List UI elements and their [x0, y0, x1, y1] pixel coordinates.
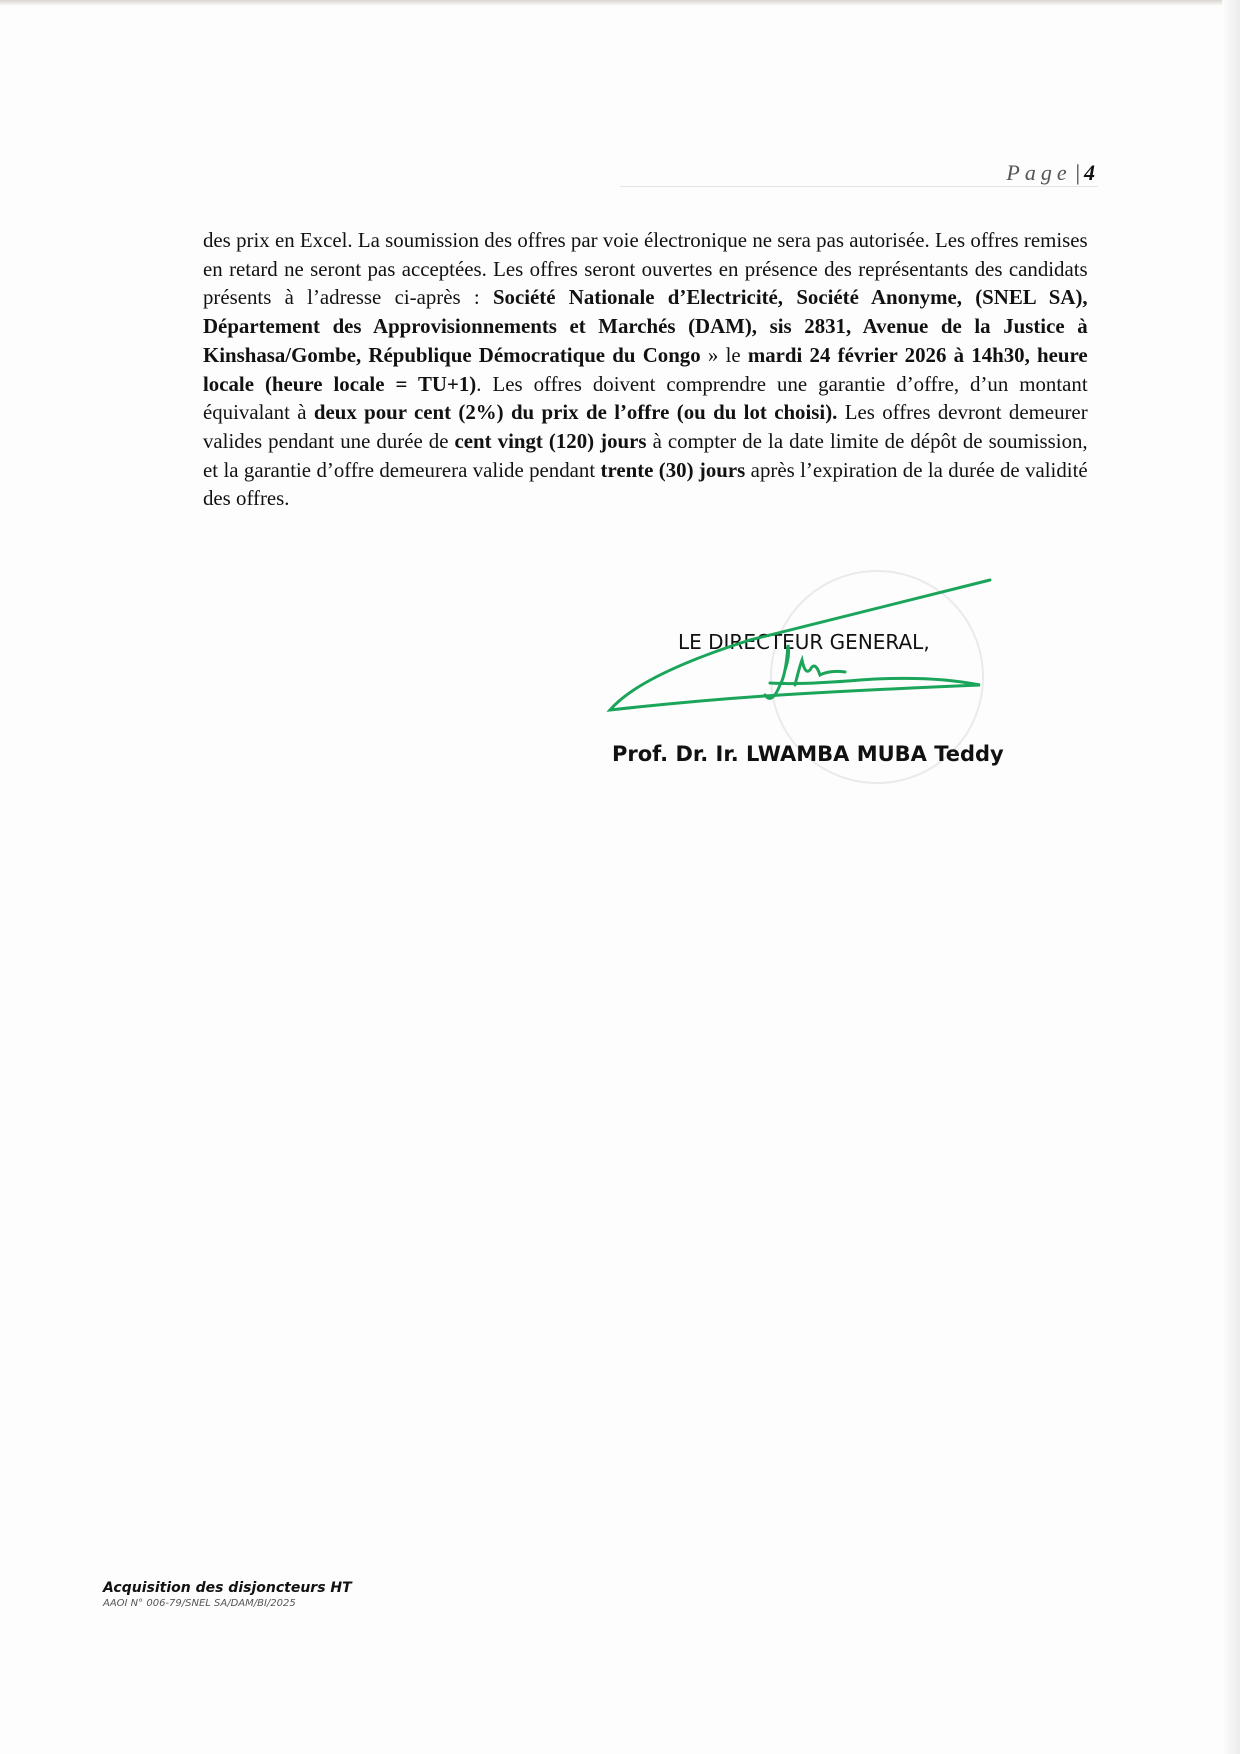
page-number: 4	[1084, 160, 1095, 185]
body-paragraph	[203, 226, 1088, 513]
address-bold: Société Nationale d’Electricité, Société Anonyme, (SNEL SA), Département des Approvisionnements et Marchés (DAM), sis 2831, Avenue de la Justice à Kinshasa/Gombe, République Démocratique du Congo	[203, 285, 1088, 367]
guarantee-bold: deux pour cent (2%) du prix de l’offre (ou du lot choisi).	[313, 400, 838, 425]
document-footer	[103, 1580, 352, 1609]
text-segment: des prix en Excel. La soumission des offres par voie électronique ne sera pas autorisée. Les offres remises en retard ne seront pas acceptées. Les offres seront ouvertes en présence des représentants des candidats présents à l’adresse ci-après :	[203, 228, 1088, 310]
text-segment: Les offres devront demeurer valides pendant une durée de	[203, 400, 1088, 453]
signatory-name: Prof. Dr. Ir. LWAMBA MUBA Teddy	[612, 742, 1004, 766]
text-segment: après l’expiration de la durée de validité des offres.	[203, 457, 1088, 511]
page-label: Page	[1006, 160, 1072, 185]
header-rule	[620, 186, 1098, 187]
signatory-title: LE DIRECTEUR GENERAL,	[678, 630, 930, 654]
deadline-bold: mardi 24 février 2026 à 14h30, heure locale (heure locale = TU+1)	[203, 342, 1088, 396]
page-separator: |	[1075, 160, 1080, 185]
scan-edge-top	[0, 0, 1240, 6]
scan-edge-right	[1222, 0, 1240, 1754]
text-segment: . Les offres doivent comprendre une garantie d’offre, d’un montant équivalant à	[203, 371, 1088, 425]
text-segment: à compter de la date limite de dépôt de soumission, et la garantie d’offre demeurera valide pendant	[203, 428, 1088, 482]
guarantee-validity-bold: trente (30) jours	[600, 457, 746, 482]
footer-reference: AAOI N° 006-79/SNEL SA/DAM/BI/2025	[103, 1598, 296, 1609]
page-header	[900, 160, 1095, 186]
validity-bold: cent vingt (120) jours	[454, 428, 647, 453]
text-segment: » le	[700, 342, 748, 367]
footer-title: Acquisition des disjoncteurs HT	[103, 1580, 352, 1596]
handwritten-signature	[600, 575, 1000, 735]
